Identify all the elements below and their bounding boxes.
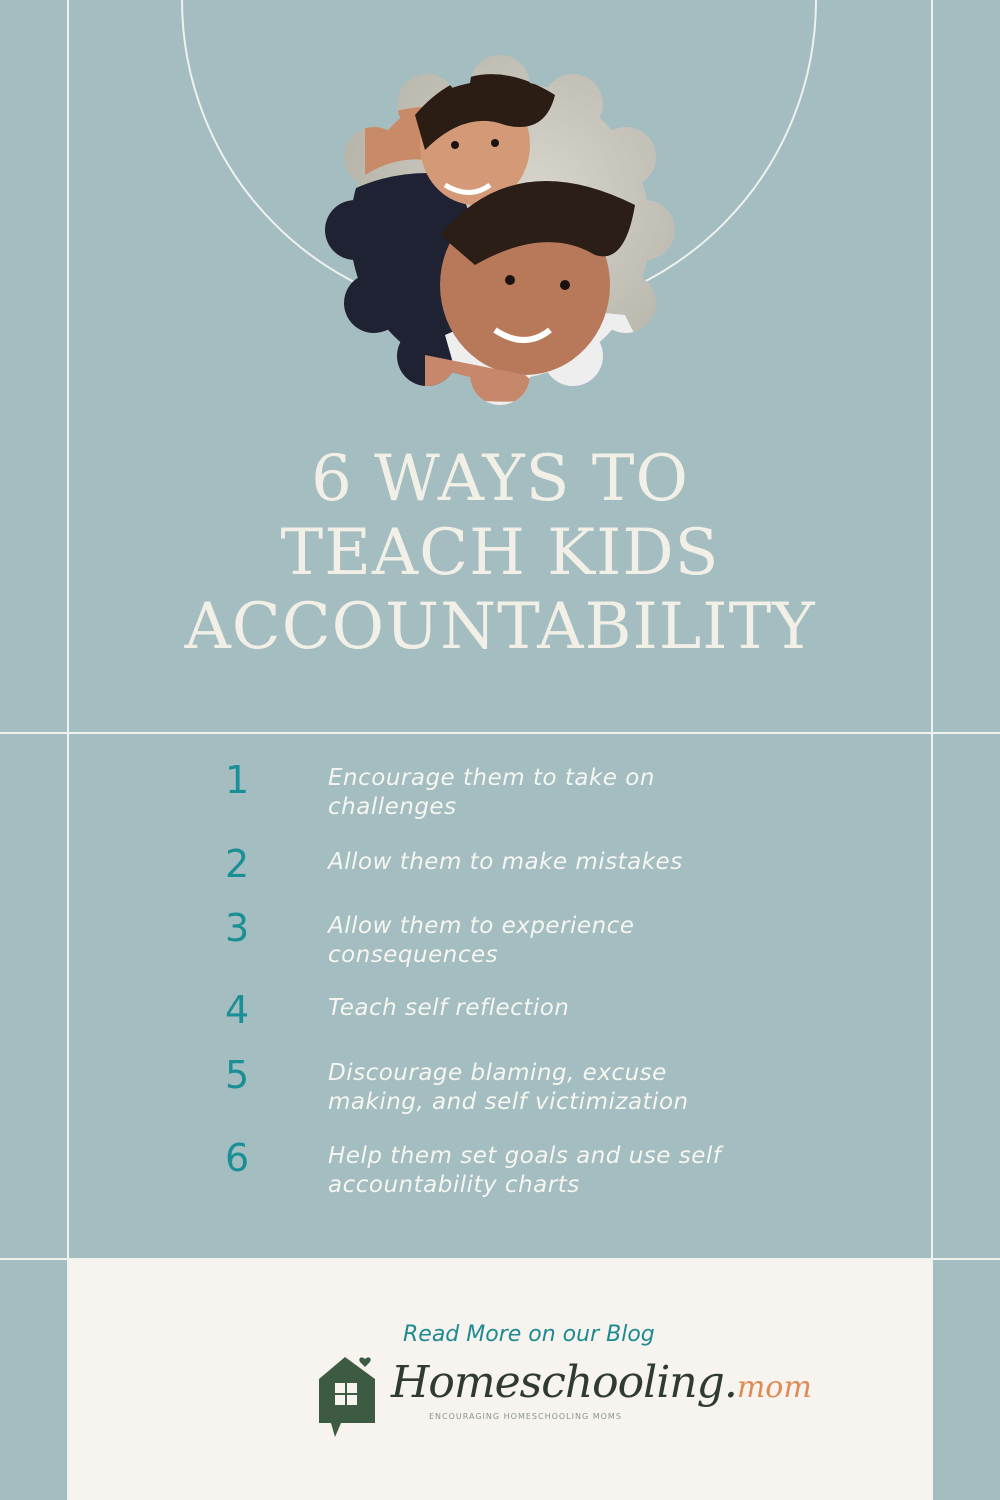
list-item-number: 1 — [225, 758, 250, 802]
list-item-text-line: Teach self reflection — [328, 995, 570, 1021]
footer-panel — [69, 1259, 932, 1500]
title-line-3: ACCOUNTABILITY — [184, 590, 816, 664]
brand-logo — [391, 1357, 812, 1408]
list-item-text — [328, 848, 788, 877]
list-item-number: 5 — [225, 1053, 250, 1097]
list-item-text — [328, 764, 788, 822]
list-item-text-line: challenges — [328, 794, 457, 820]
brand-tagline: ENCOURAGING HOMESCHOOLING MOMS — [429, 1412, 622, 1421]
list-item-number: 2 — [225, 842, 250, 886]
brand-logo-dot: . — [723, 1357, 737, 1408]
frame-line-top — [0, 732, 1000, 734]
list-item-text — [328, 912, 788, 970]
list-item-text — [328, 1142, 788, 1200]
list-item-text-line: accountability charts — [328, 1172, 580, 1198]
list-item-text — [328, 1059, 788, 1117]
list-item-text-line: making, and self victimization — [328, 1089, 689, 1115]
list-item-text-line: Encourage them to take on — [328, 765, 655, 791]
list-item-text — [328, 994, 788, 1023]
house-logo-icon — [315, 1349, 381, 1439]
page-title — [100, 442, 900, 664]
title-line-1: 6 WAYS TO — [311, 442, 689, 516]
brand-logo-text: Homeschooling — [391, 1357, 724, 1408]
list-item-text-line: Allow them to experience — [328, 913, 635, 939]
read-more-link[interactable]: Read More on our Blog — [403, 1322, 655, 1347]
list-item-number: 3 — [225, 906, 250, 950]
list-item-number: 4 — [225, 988, 250, 1032]
list-item-number: 6 — [225, 1136, 250, 1180]
heart-icon — [359, 1357, 370, 1367]
list-item-text-line: Discourage blaming, excuse — [328, 1060, 667, 1086]
brand-logo-suffix: mom — [736, 1370, 812, 1405]
title-line-2: TEACH KIDS — [280, 516, 720, 590]
list-item-text-line: consequences — [328, 942, 499, 968]
kids-photo — [325, 55, 675, 405]
list-item-text-line: Allow them to make mistakes — [328, 849, 683, 875]
list-item-text-line: Help them set goals and use self — [328, 1143, 722, 1169]
